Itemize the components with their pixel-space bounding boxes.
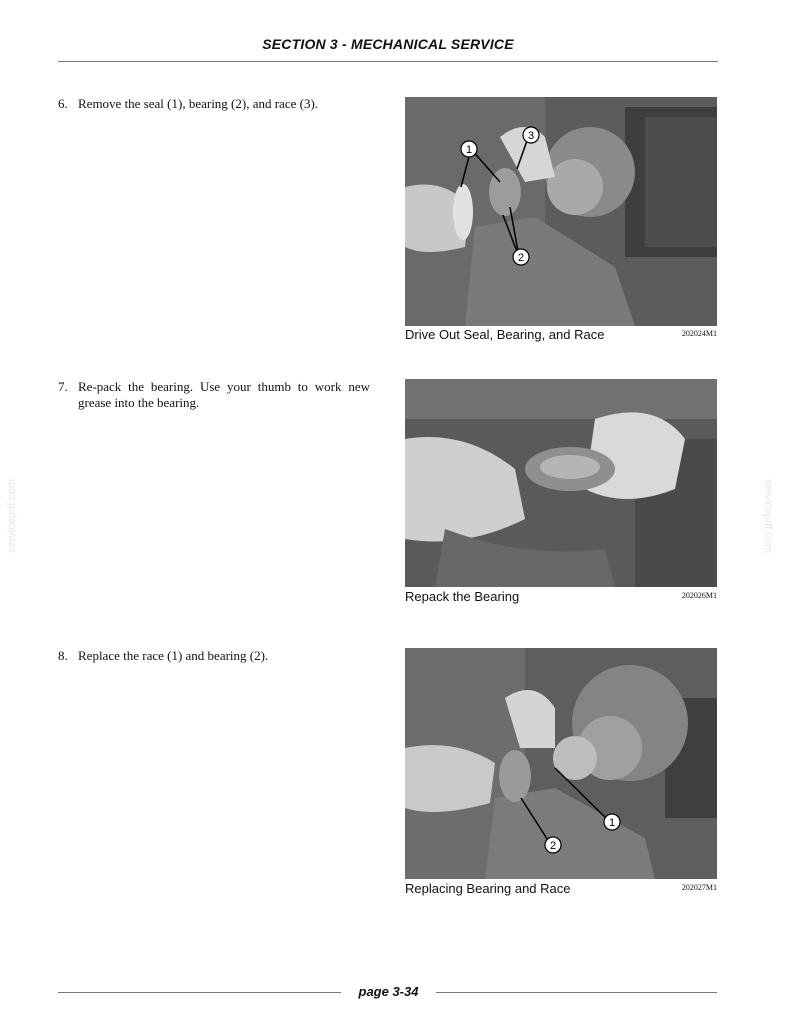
- callout-1: 1: [608, 817, 616, 829]
- step-6: [58, 96, 370, 112]
- step-number: 7.: [58, 379, 68, 394]
- step-number: 6.: [58, 96, 68, 111]
- caption-text: Replacing Bearing and Race: [405, 881, 571, 896]
- figure-code: 202024M1: [681, 329, 717, 338]
- photo-drive-out-seal: [405, 97, 717, 326]
- caption-text: Drive Out Seal, Bearing, and Race: [405, 327, 605, 342]
- page-number: page 3-34: [358, 984, 419, 999]
- figure-code: 202027M1: [681, 883, 717, 892]
- caption-text: Repack the Bearing: [405, 589, 520, 604]
- callout-2: 2: [549, 840, 557, 852]
- step-text: Re-pack the bearing. Use your thumb to work new grease into the bearing.: [78, 379, 370, 410]
- header-divider: [58, 61, 718, 62]
- footer-divider-left: [58, 992, 341, 993]
- section-header: SECTION 3 - MECHANICAL SERVICE: [262, 36, 514, 52]
- step-7: [58, 379, 370, 411]
- photo-repack-bearing: [405, 379, 717, 587]
- step-text: Replace the race (1) and bearing (2).: [78, 648, 269, 663]
- footer-divider-right: [436, 992, 717, 993]
- watermark-left: servicepdf.com: [6, 479, 18, 553]
- photo-replacing-bearing: [405, 648, 717, 879]
- callout-2: 2: [517, 252, 525, 264]
- figure-code: 202026M1: [681, 591, 717, 600]
- watermark-right: servicepdf.com: [762, 479, 774, 553]
- callout-3: 3: [527, 130, 535, 142]
- step-8: [58, 648, 370, 664]
- callout-1: 1: [465, 144, 473, 156]
- step-number: 8.: [58, 648, 68, 663]
- step-text: Remove the seal (1), bearing (2), and race (3).: [78, 96, 319, 111]
